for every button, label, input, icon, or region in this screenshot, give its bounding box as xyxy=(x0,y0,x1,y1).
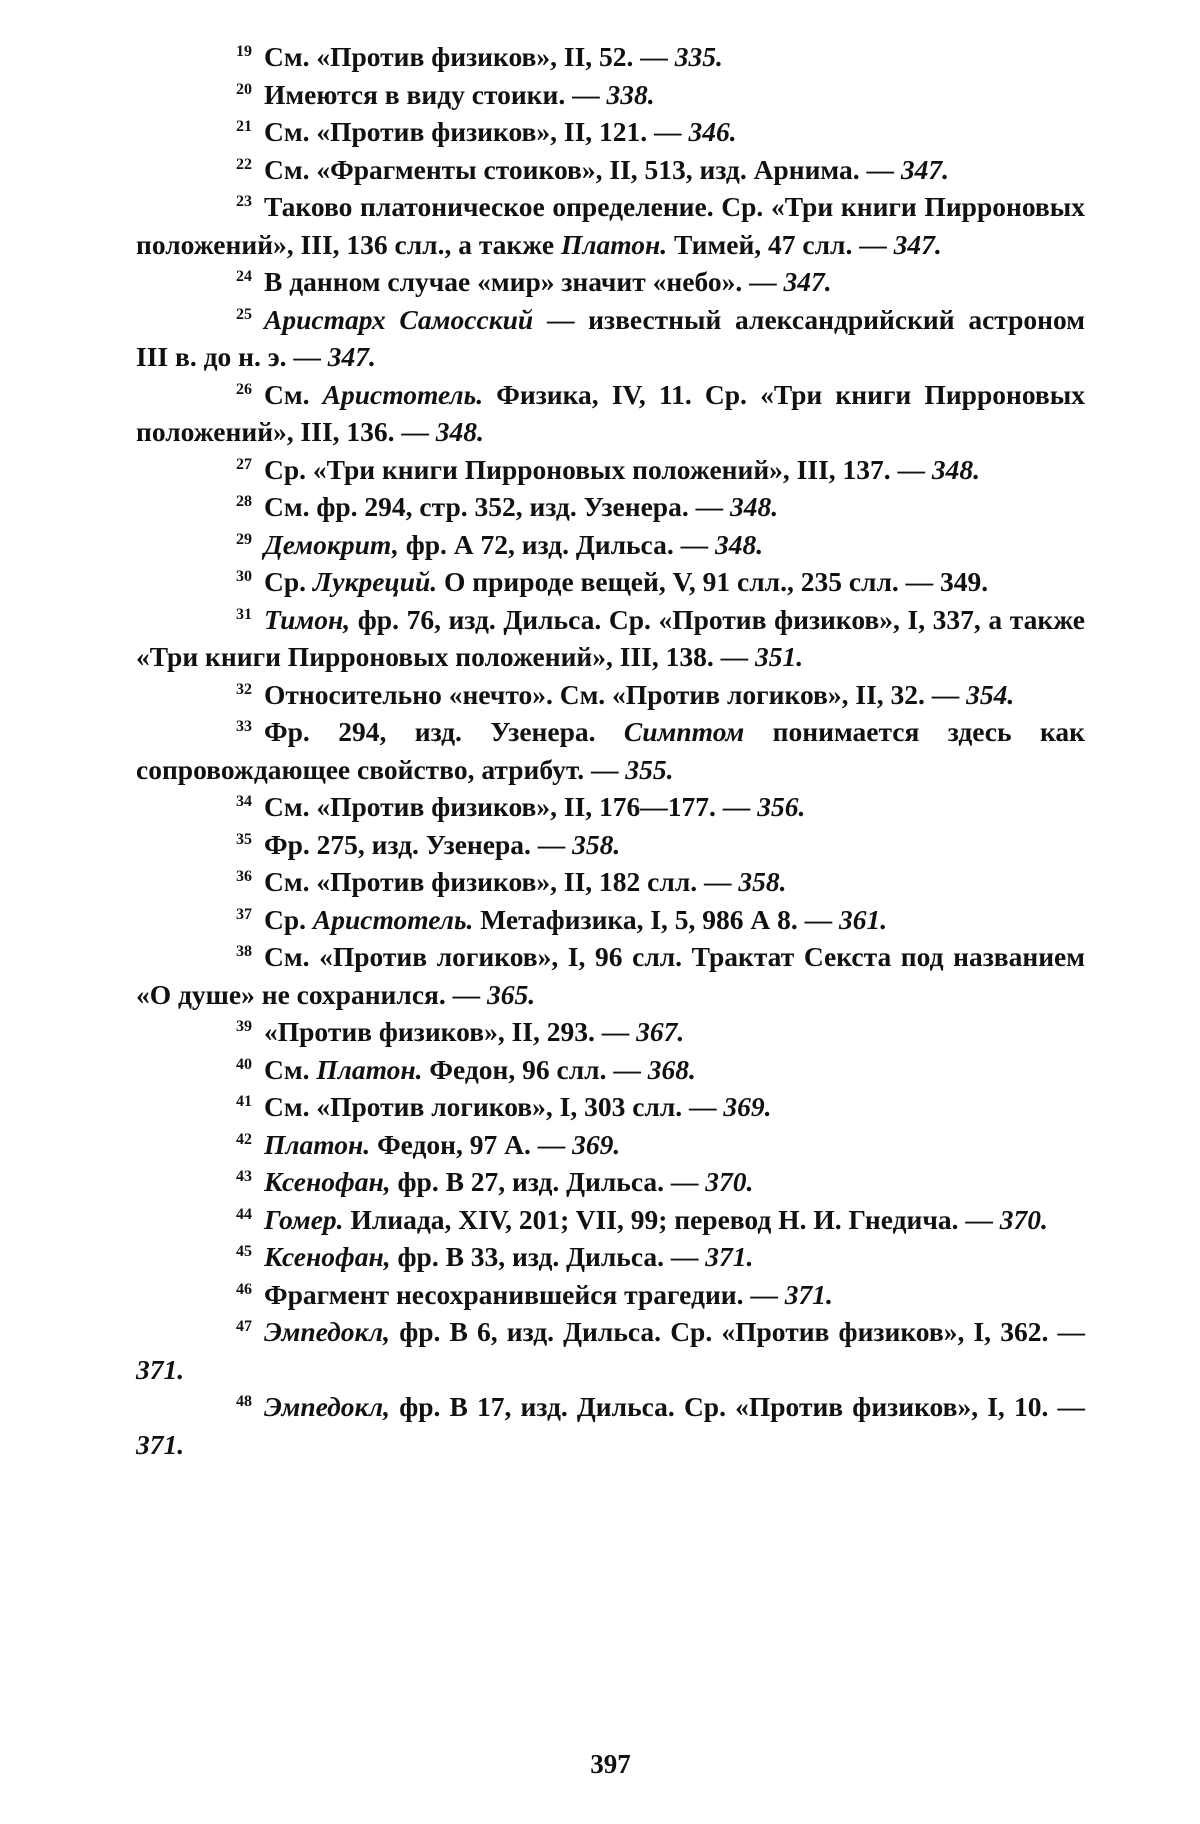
footnotes-list xyxy=(136,38,1085,1463)
footnote-text: — известный александрийский астроном III в. до н. э. — xyxy=(136,303,1085,372)
page-reference: 358. xyxy=(572,828,621,860)
footnote-number: 27 xyxy=(236,455,252,473)
page-reference: 351. xyxy=(755,641,804,672)
footnote-number: 40 xyxy=(236,1055,252,1073)
page-reference: 369. xyxy=(723,1091,772,1122)
footnote-text: См. xyxy=(264,1053,317,1085)
page-reference: 356. xyxy=(757,791,806,822)
footnote-number: 29 xyxy=(236,530,252,548)
footnote-23 xyxy=(136,188,1085,263)
footnote-number: 28 xyxy=(236,493,252,510)
footnote-text: См. «Против физиков», II, 182 слл. — xyxy=(264,866,739,897)
page-reference: 371. xyxy=(136,1428,185,1460)
footnote-text: Федон, 97 А. — xyxy=(370,1128,573,1160)
footnote-43 xyxy=(136,1163,1085,1201)
footnote-number: 42 xyxy=(236,1130,252,1148)
footnote-number: 24 xyxy=(236,268,252,285)
footnote-31 xyxy=(136,601,1085,676)
footnote-number: 48 xyxy=(236,1393,252,1410)
footnote-text: Илиада, XIV, 201; VII, 99; перевод Н. И. Гнедича. — xyxy=(343,1203,1000,1235)
footnote-number: 25 xyxy=(236,305,252,323)
footnote-text: Ср. xyxy=(264,903,313,935)
italic-name: Платон. xyxy=(264,1128,371,1160)
italic-name: Аристотель. xyxy=(312,903,474,935)
italic-name: Платон. xyxy=(316,1053,423,1085)
footnote-number: 37 xyxy=(236,905,252,923)
page-reference: 370. xyxy=(999,1203,1048,1235)
footnote-45 xyxy=(136,1238,1085,1276)
page-reference: 347. xyxy=(327,341,376,372)
footnote-29 xyxy=(136,526,1085,564)
footnote-38 xyxy=(136,938,1085,1013)
footnote-text: «Против физиков», II, 293. — xyxy=(264,1016,637,1047)
footnote-number: 39 xyxy=(236,1018,252,1035)
footnote-21 xyxy=(136,113,1085,151)
footnote-number: 20 xyxy=(236,80,252,98)
footnote-27 xyxy=(136,451,1085,489)
page-reference: 371. xyxy=(784,1278,833,1310)
footnote-39 xyxy=(136,1013,1085,1051)
footnote-number: 33 xyxy=(236,718,252,735)
footnote-number: 41 xyxy=(236,1093,252,1110)
footnote-20 xyxy=(136,76,1085,114)
page-number: 397 xyxy=(590,1749,631,1779)
page-reference: 371. xyxy=(136,1353,185,1385)
page-reference: 354. xyxy=(966,678,1015,710)
page-reference: 370. xyxy=(705,1166,754,1197)
italic-name: Тимон, xyxy=(264,603,351,635)
page-reference: 347. xyxy=(900,153,949,185)
footnote-text: Ср. xyxy=(264,566,313,597)
footnote-26 xyxy=(136,376,1085,451)
footnote-40 xyxy=(136,1051,1085,1089)
italic-name: Эмпедокл, xyxy=(264,1391,391,1422)
footnote-number: 45 xyxy=(236,1243,252,1260)
footnote-text: фр. В 33, изд. Дильса. — xyxy=(390,1241,706,1272)
footnote-34 xyxy=(136,788,1085,826)
footnote-33 xyxy=(136,713,1085,788)
footnote-number: 46 xyxy=(236,1280,252,1298)
page-reference: 368. xyxy=(647,1053,696,1085)
footnote-text: См. «Против логиков», I, 303 слл. — xyxy=(264,1091,724,1122)
footnote-text: Метафизика, I, 5, 986 А 8. — xyxy=(473,903,840,935)
footnote-text: понимается здесь как сопровождающее свойство, атрибут. — xyxy=(136,716,1085,785)
page-reference: 347. xyxy=(893,228,942,260)
document-page xyxy=(136,38,1085,1798)
footnote-number: 34 xyxy=(236,793,252,810)
footnote-text: Имеются в виду стоики. — xyxy=(264,78,607,110)
page-reference: 355. xyxy=(625,753,674,785)
footnote-text: См. xyxy=(264,378,323,410)
footnote-number: 19 xyxy=(236,43,252,60)
footnote-text: См. «Против физиков», II, 176—177. — xyxy=(264,791,758,822)
footnote-32 xyxy=(136,676,1085,714)
footnote-text: фр. В 6, изд. Дильса. Ср. «Против физиков», I, 362. — xyxy=(390,1316,1085,1347)
footnote-text: Федон, 96 слл. — xyxy=(422,1053,648,1085)
footnote-text: См. «Фрагменты стоиков», II, 513, изд. Арнима. — xyxy=(264,153,901,185)
footnote-44 xyxy=(136,1201,1085,1239)
footnote-text: О природе вещей, V, 91 слл., 235 слл. — 349. xyxy=(437,566,989,597)
footnote-number: 31 xyxy=(236,605,252,623)
footnote-text: фр. В 17, изд. Дильса. Ср. «Против физиков», I, 10. — xyxy=(390,1391,1085,1422)
footnote-42 xyxy=(136,1126,1085,1164)
footnote-number: 23 xyxy=(236,193,252,210)
page-reference: 347. xyxy=(783,266,832,297)
footnote-text: Ср. «Три книги Пирроновых положений», III, 137. — xyxy=(264,453,932,485)
italic-name: Ксенофан, xyxy=(264,1166,391,1197)
italic-name: Симптом xyxy=(623,716,745,747)
page-reference: 346. xyxy=(688,116,737,147)
page-reference: 335. xyxy=(674,41,723,72)
footnote-number: 44 xyxy=(236,1205,252,1223)
page-reference: 361. xyxy=(839,903,888,935)
page-reference: 348. xyxy=(729,491,779,522)
footnote-number: 35 xyxy=(236,830,252,848)
footnote-text: фр. 76, изд. Дильса. Ср. «Против физиков», I, 337, а также «Три книги Пирроновых положений», III, 138. — xyxy=(136,603,1085,672)
footnote-28 xyxy=(136,488,1085,526)
footnote-41 xyxy=(136,1088,1085,1126)
footnote-text: Относительно «нечто». См. «Против логиков», II, 32. — xyxy=(264,678,967,710)
italic-name: Аристотель. xyxy=(322,378,484,410)
footnote-text: См. «Против физиков», II, 121. — xyxy=(264,116,689,147)
footnote-text: В данном случае «мир» значит «небо». — xyxy=(264,266,784,297)
footnote-37 xyxy=(136,901,1085,939)
page-reference: 369. xyxy=(572,1128,621,1160)
footnote-19 xyxy=(136,38,1085,76)
italic-name: Гомер. xyxy=(264,1203,344,1235)
footnote-24 xyxy=(136,263,1085,301)
footnote-number: 21 xyxy=(236,118,252,135)
footnote-text: Фр. 275, изд. Узенера. — xyxy=(264,828,573,860)
italic-name: Лукреций. xyxy=(312,566,438,597)
footnote-number: 36 xyxy=(236,868,252,885)
footnote-text: Фрагмент несохранившейся трагедии. — xyxy=(264,1278,785,1310)
footnote-number: 32 xyxy=(236,680,252,698)
footnote-number: 43 xyxy=(236,1168,252,1185)
footnote-number: 26 xyxy=(236,380,252,398)
footnote-text: фр. А 72, изд. Дильса. — xyxy=(398,528,715,560)
page-reference: 358. xyxy=(738,866,787,897)
page-reference: 367. xyxy=(636,1016,685,1047)
footnote-text: См. «Против физиков», II, 52. — xyxy=(264,41,675,72)
footnote-text: См. «Против логиков», I, 96 слл. Трактат Секста под названием «О душе» не сохранился. — xyxy=(136,941,1085,1010)
italic-name: Ксенофан, xyxy=(264,1241,391,1272)
footnote-30 xyxy=(136,563,1085,601)
footnote-47 xyxy=(136,1313,1085,1388)
italic-name: Платон. xyxy=(560,228,668,260)
footnote-number: 30 xyxy=(236,568,252,585)
footnote-number: 47 xyxy=(236,1318,252,1335)
page-reference: 365. xyxy=(487,978,536,1010)
footnote-22 xyxy=(136,151,1085,189)
footnote-number: 38 xyxy=(236,943,252,960)
footnote-text: См. фр. 294, стр. 352, изд. Узенера. — xyxy=(264,491,730,522)
footnote-48 xyxy=(136,1388,1085,1463)
footnote-text: Тимей, 47 слл. — xyxy=(667,228,894,260)
footnote-number: 22 xyxy=(236,155,252,173)
page-reference: 338. xyxy=(606,78,655,110)
footnote-text: фр. В 27, изд. Дильса. — xyxy=(390,1166,706,1197)
footnote-text: Фр. 294, изд. Узенера. xyxy=(264,716,624,747)
italic-name: Эмпедокл, xyxy=(264,1316,391,1347)
footnote-36 xyxy=(136,863,1085,901)
page-reference: 348. xyxy=(931,453,981,485)
page-reference: 348. xyxy=(435,416,484,447)
page-reference: 348. xyxy=(714,528,764,560)
footnote-25 xyxy=(136,301,1085,376)
footnote-text: Таково платоническое определение. Ср. «Три книги Пирроновых положений», III, 136 слл., а также xyxy=(136,191,1085,260)
italic-name: Аристарх Самосский xyxy=(264,303,534,335)
footnote-46 xyxy=(136,1276,1085,1314)
italic-name: Демокрит, xyxy=(264,528,399,560)
footnote-text: Физика, IV, 11. Ср. «Три книги Пирроновых положений», III, 136. — xyxy=(136,378,1085,447)
footnote-35 xyxy=(136,826,1085,864)
page-reference: 371. xyxy=(705,1241,754,1272)
